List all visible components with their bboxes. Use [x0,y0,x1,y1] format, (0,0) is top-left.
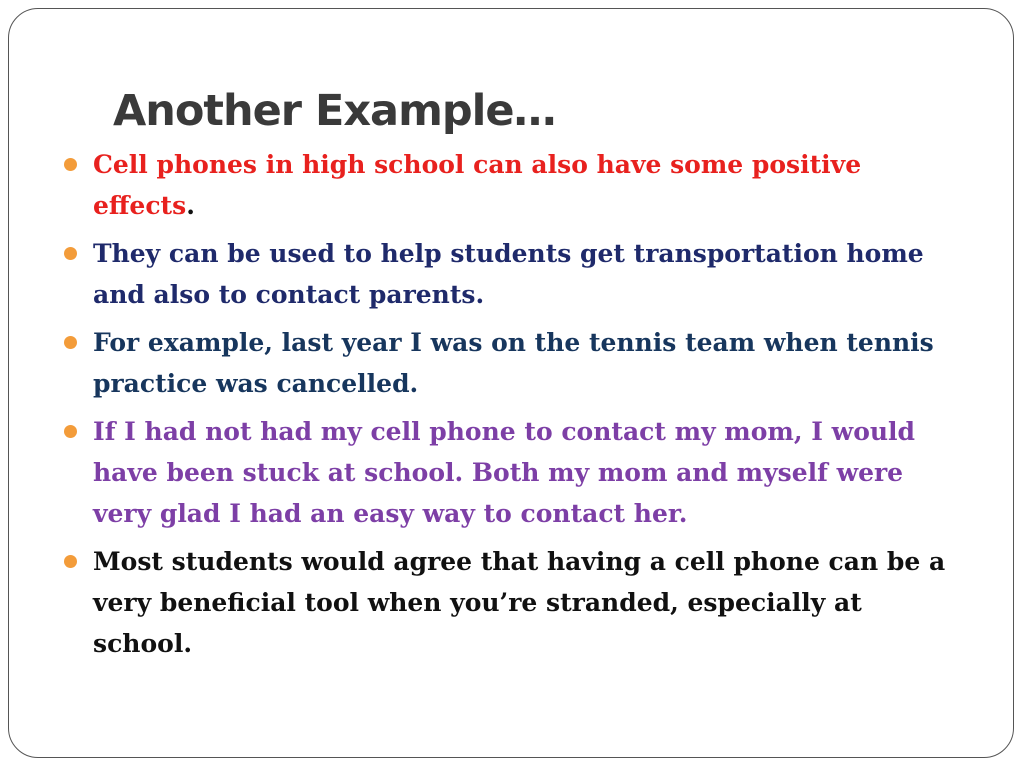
bullet-text [93,411,964,534]
bullet-item [64,233,964,315]
bullet-suffix: . [186,191,195,220]
bullet-item [64,411,964,534]
bullet-dot-icon [64,247,77,260]
bullet-list [64,144,964,671]
bullet-text [93,541,964,664]
bullet-item [64,322,964,404]
bullet-dot-icon [64,158,77,171]
bullet-main-text: They can be used to help students get transportation home and also to contact parents. [93,239,924,309]
slide-title: Another Example… [113,86,556,136]
bullet-main-text: Cell phones in high school can also have some positive effects [93,150,862,220]
bullet-text [93,322,964,404]
bullet-main-text: Most students would agree that having a cell phone can be a very beneficial tool when you’re stranded, especially at school. [93,547,946,658]
bullet-item [64,144,964,226]
bullet-text [93,144,964,226]
bullet-dot-icon [64,555,77,568]
bullet-text [93,233,964,315]
bullet-dot-icon [64,425,77,438]
bullet-dot-icon [64,336,77,349]
bullet-item [64,541,964,664]
bullet-main-text: If I had not had my cell phone to contact my mom, I would have been stuck at school. Both my mom and myself were very glad I had an easy way to contact her. [93,417,916,528]
bullet-main-text: For example, last year I was on the tennis team when tennis practice was cancelled. [93,328,934,398]
